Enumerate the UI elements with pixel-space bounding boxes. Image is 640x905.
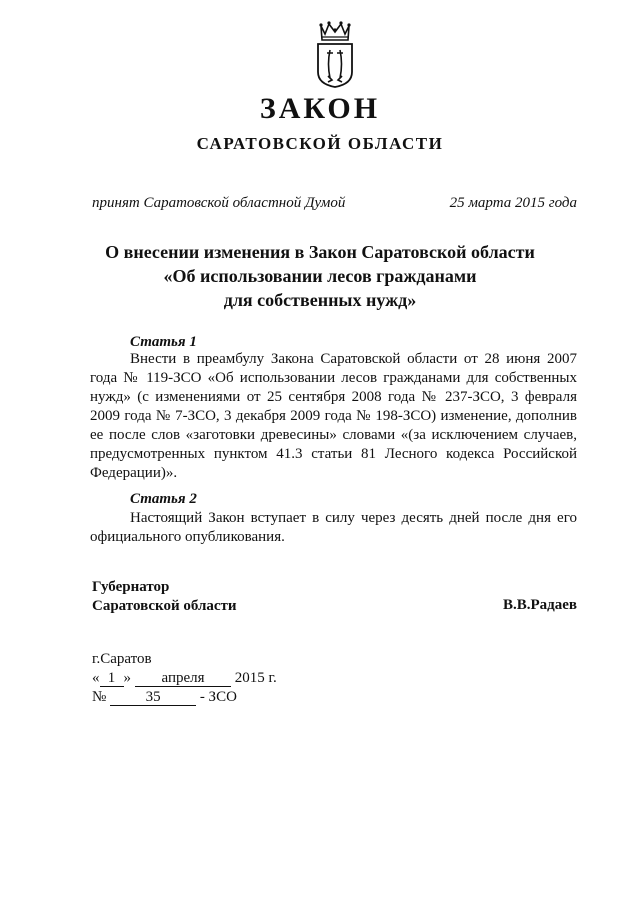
adoption-text: принят Саратовской областной Думой <box>92 195 346 211</box>
law-name-line-3: для собственных нужд» <box>223 290 417 310</box>
footer-city: г.Саратов <box>92 651 152 667</box>
footer-number-suffix: - ЗСО <box>199 689 237 705</box>
footer-close-quote: » <box>123 670 131 686</box>
footer-number-prefix: № <box>92 689 107 705</box>
footer-month: апреля <box>135 671 231 687</box>
governor-position-line-2: Саратовской области <box>92 598 237 614</box>
governor-name: В.В.Радаев <box>502 597 577 613</box>
footer-date <box>92 669 277 688</box>
governor-position-line-1: Губернатор <box>92 579 170 595</box>
law-name <box>0 240 640 312</box>
document-footer <box>92 650 277 707</box>
article-1-text: Внести в преамбулу Закона Саратовской области от 28 июня 2007 года № 119-ЗСО «Об использовании лесов гражданами для собственных нужд» (с изменениями от 25 сентября 2008 года № 237-ЗСО, 3 февраля 2009 года № 7-ЗСО, 3 декабря 2009 года № 198-ЗСО) изменение, дополнив ее после слов «заготовки древесины» словами «(за исключением случаев, предусмотренных пунктом 41.3 статьи 81 Лесного кодекса Российской Федерации)». <box>90 351 577 481</box>
document-title: ЗАКОН <box>259 92 381 125</box>
footer-number <box>92 688 277 707</box>
footer-year: 2015 г. <box>234 670 277 686</box>
governor-position <box>92 578 237 616</box>
law-name-line-1: О внесении изменения в Закон Саратовской области <box>105 242 535 262</box>
article-2-text: Настоящий Закон вступает в силу через десять дней после дня его официального опубликования. <box>90 510 577 545</box>
footer-day: 1 <box>100 671 124 687</box>
footer-number-value: 35 <box>110 690 196 706</box>
document-subtitle: САРАТОВСКОЙ ОБЛАСТИ <box>196 134 444 153</box>
article-2-heading: Статья 2 <box>130 491 197 507</box>
adoption-date: 25 марта 2015 года <box>449 195 577 211</box>
law-name-line-2: «Об использовании лесов гражданами <box>163 266 477 286</box>
saratov-coat-of-arms-icon <box>313 20 357 88</box>
footer-open-quote: « <box>92 670 100 686</box>
article-1-heading: Статья 1 <box>130 334 197 350</box>
